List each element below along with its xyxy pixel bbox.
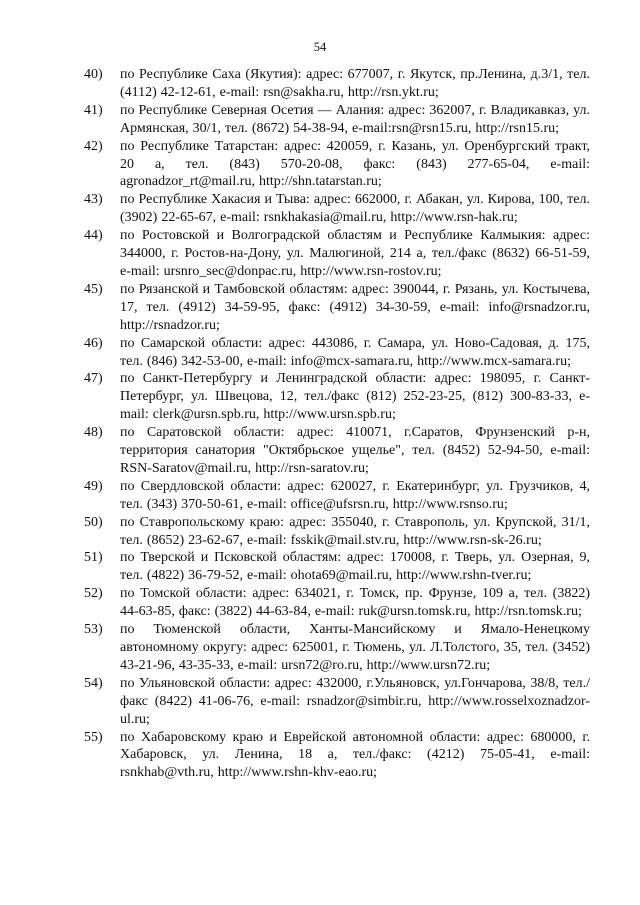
list-item xyxy=(84,227,590,281)
list-item-text: по Тверской и Псковской областям: адрес: 170008, г. Тверь, ул. Озерная, 9, тел. (4822) 36-79-52, e-mail: ohota69@mail.ru, http://www.rshn-tver.ru; xyxy=(120,550,590,584)
list-item-number: 45) xyxy=(84,281,103,297)
list-item-text: по Ставропольскому краю: адрес: 355040, г. Ставрополь, ул. Крупской, 31/1, тел. (8652) 23-62-67, e-mail: fsskik@mail.stv.ru, http://www.rsn-sk-26.ru; xyxy=(120,514,590,548)
list-item xyxy=(84,335,590,371)
list-item-number: 55) xyxy=(84,729,103,745)
list-item-text: по Республике Татарстан: адрес: 420059, г. Казань, ул. Оренбургский тракт, 20 а, тел. (843) 570-20-08, факс: (843) 277-65-04, e-mail: agronadzor_rt@mail.ru, http://shn.tatarstan.ru; xyxy=(120,138,590,190)
list-item xyxy=(84,585,590,621)
list-item-text: по Рязанской и Тамбовской областям: адрес: 390044, г. Рязань, ул. Костычева, 17, тел. (4912) 34-59-95, факс: (4912) 34-30-59, e-mail: info@rsnadzor.ru, http://rsnadzor.ru; xyxy=(120,281,590,333)
entry-list xyxy=(84,66,590,782)
list-item-text: по Республике Северная Осетия — Алания: адрес: 362007, г. Владикавказ, ул. Армянская, 30/1, тел. (8672) 54-38-94, e-mail:rsn@rsn15.ru, http://rsn15.ru; xyxy=(120,102,590,136)
list-item xyxy=(84,138,590,192)
list-item-number: 40) xyxy=(84,67,103,82)
list-item xyxy=(84,621,590,675)
list-item-text: по Тюменской области, Ханты-Мансийскому и Ямало-Ненецкому автономному округу: адрес: 625001, г. Тюмень, ул. Л.Толстого, 35, тел. (3452) 43-21-96, 43-35-33, e-mail: ursn72@ro.ru, http://www.ursn72.ru; xyxy=(120,622,590,673)
list-item xyxy=(84,675,590,729)
list-item xyxy=(84,191,590,227)
list-item-text: по Саратовской области: адрес: 410071, г.Саратов, Фрунзенский р-н, территория санатория "Октябрьское ущелье", тел. (8452) 52-94-50, e-mail: RSN-Saratov@mail.ru, http://rsn-saratov.ru; xyxy=(120,425,590,476)
list-item-number: 46) xyxy=(84,335,103,351)
list-item-text: по Ульяновской области: адрес: 432000, г.Ульяновск, ул.Гончарова, 38/8, тел./факс (8422) 41-06-76, e-mail: rsnadzor@simbir.ru, http://www.rosselxoznadzor-ul.ru; xyxy=(120,675,590,727)
list-item-number: 47) xyxy=(84,371,103,387)
list-item-number: 53) xyxy=(84,622,103,638)
list-item xyxy=(84,549,590,585)
list-item-number: 49) xyxy=(84,478,103,494)
list-item-number: 54) xyxy=(84,675,103,691)
list-item-number: 52) xyxy=(84,586,103,602)
list-item-number: 44) xyxy=(84,228,103,244)
list-item xyxy=(84,281,590,335)
list-item xyxy=(84,424,590,478)
list-item xyxy=(84,66,590,102)
list-item-text: по Ростовской и Волгоградской областям и Республике Калмыкия: адрес: 344000, г. Ростов-на-Дону, ул. Малюгиной, 214 а, тел./факс (8632) 66-51-59, e-mail: ursnro_sec@donpac.ru, http://www.rsn-rostov.ru; xyxy=(120,228,590,279)
list-item-text: по Хабаровскому краю и Еврейской автономной области: адрес: 680000, г. Хабаровск, ул. Ленина, 18 а, тел./факс: (4212) 75-05-41, e-mail: rsnkhab@vth.ru, http://www.rshn-khv-eao.ru; xyxy=(120,729,590,781)
list-item xyxy=(84,729,590,783)
list-item-number: 48) xyxy=(84,425,103,441)
list-item-number: 51) xyxy=(84,550,103,566)
list-item-text: по Самарской области: адрес: 443086, г. Самара, ул. Ново-Садовая, д. 175, тел. (846) 342-53-00, e-mail: info@mcx-samara.ru, http://www.mcx-samara.ru; xyxy=(120,335,590,369)
list-item-text: по Республике Хакасия и Тыва: адрес: 662000, г. Абакан, ул. Кирова, 100, тел. (3902) 22-65-67, e-mail: rsnkhakasia@mail.ru, http://www.rsn-hak.ru; xyxy=(120,192,590,226)
list-item-text: по Свердловской области: адрес: 620027, г. Екатеринбург, ул. Грузчиков, 4, тел. (343) 370-50-61, e-mail: office@ufsrsn.ru, http://www.rsnso.ru; xyxy=(120,478,590,512)
list-item-number: 50) xyxy=(84,514,103,530)
list-item xyxy=(84,102,590,138)
list-item xyxy=(84,478,590,514)
list-item xyxy=(84,370,590,424)
list-item xyxy=(84,514,590,550)
list-item-text: по Республике Саха (Якутия): адрес: 677007, г. Якутск, пр.Ленина, д.3/1, тел. (4112) 42-12-61, e-mail: rsn@sakha.ru, http://rsn.ykt.ru; xyxy=(120,67,590,100)
list-item-number: 43) xyxy=(84,192,103,208)
list-item-text: по Томской области: адрес: 634021, г. Томск, пр. Фрунзе, 109 а, тел. (3822) 44-63-85, факс: (3822) 44-63-84, e-mail: ruk@ursn.tomsk.ru, http://rsn.tomsk.ru; xyxy=(120,586,590,620)
list-item-text: по Санкт-Петербургу и Ленинградской области: адрес: 198095, г. Санкт-Петербург, ул. Швецова, 12, тел./факс (812) 252-23-25, (812) 300-83-33, e-mail: clerk@ursn.spb.ru, http://www.ursn.spb.ru; xyxy=(120,371,590,423)
list-item-number: 42) xyxy=(84,138,103,154)
page-number: 54 xyxy=(313,40,327,54)
list-item-number: 41) xyxy=(84,102,103,118)
